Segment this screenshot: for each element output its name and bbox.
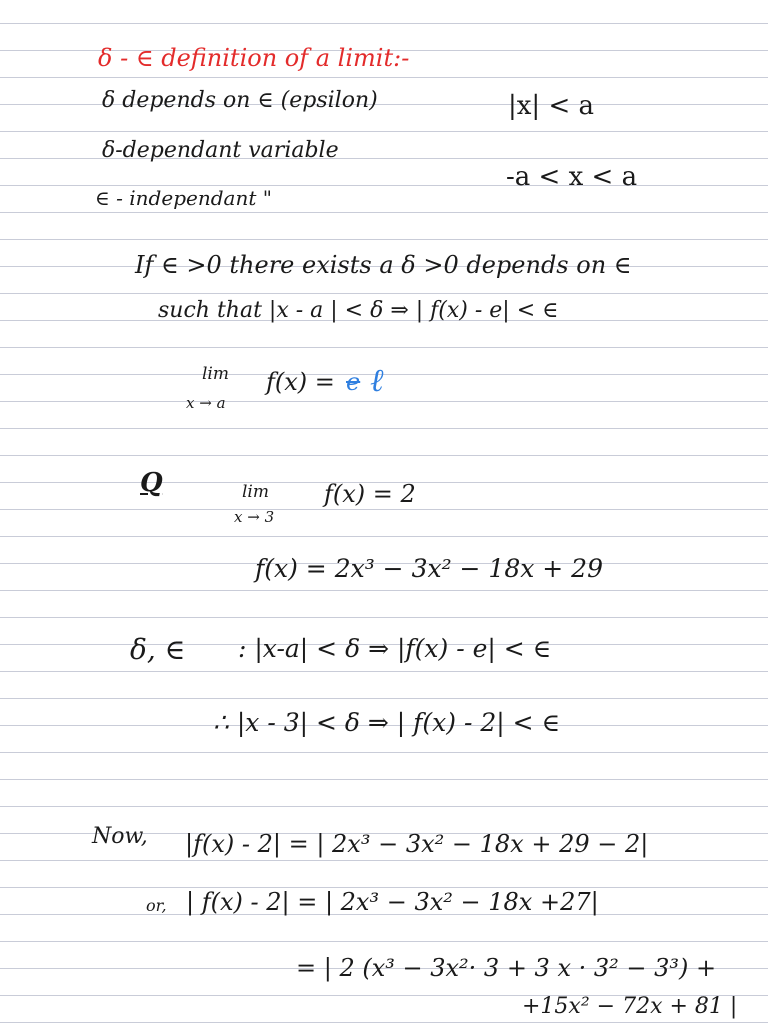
note-epsilon-independent: ∈ - independant " — [95, 186, 272, 210]
general-condition: : |x-a| < δ ⇒ |f(x) - e| < ∈ — [238, 634, 552, 663]
definition-line-1: If ∈ >0 there exists a δ >0 depends on ∈ — [135, 251, 632, 279]
range-inequality: -a < x < a — [506, 162, 638, 192]
note-delta-depends: δ depends on ∈ (epsilon) — [102, 88, 378, 113]
specific-condition: ∴ |x - 3| < δ ⇒ | f(x) - 2| < ∈ — [213, 708, 561, 737]
question-limit-value: f(x) = 2 — [324, 480, 416, 508]
definition-line-2: such that |x - a | < δ ⇒ | f(x) - e| < ∈ — [158, 298, 559, 323]
lim-label: lim — [202, 364, 229, 384]
delta-epsilon-label: δ, ∈ — [130, 633, 186, 666]
question-lim-subscript: x → 3 — [234, 508, 275, 526]
or-label: or, — [146, 896, 167, 915]
work-line-1: |f(x) - 2| = | 2x³ − 3x² − 18x + 29 − 2| — [185, 830, 649, 858]
lim-subscript: x → a — [186, 394, 226, 412]
work-line-3: = | 2 (x³ − 3x²· 3 + 3 x · 3² − 3³) + — [296, 954, 717, 982]
question-label: Q — [140, 468, 163, 498]
work-line-4: +15x² − 72x + 81 | — [522, 994, 738, 1019]
limit-expression — [186, 362, 426, 418]
struck-e: e — [346, 368, 361, 396]
work-line-2: | f(x) - 2| = | 2x³ − 3x² − 18x +27| — [186, 888, 599, 916]
heading: δ - ∈ definition of a limit:- — [98, 44, 410, 72]
limit-function: f(x) = — [266, 368, 335, 396]
now-label: Now, — [92, 824, 148, 849]
question-lim-label: lim — [242, 482, 269, 502]
abs-value-inequality: |x| < a — [508, 91, 594, 121]
note-delta-dependent-variable: δ-dependant variable — [102, 138, 339, 163]
function-definition: f(x) = 2x³ − 3x² − 18x + 29 — [255, 554, 603, 583]
limit-value: ℓ — [370, 361, 384, 399]
question-limit — [234, 480, 454, 530]
